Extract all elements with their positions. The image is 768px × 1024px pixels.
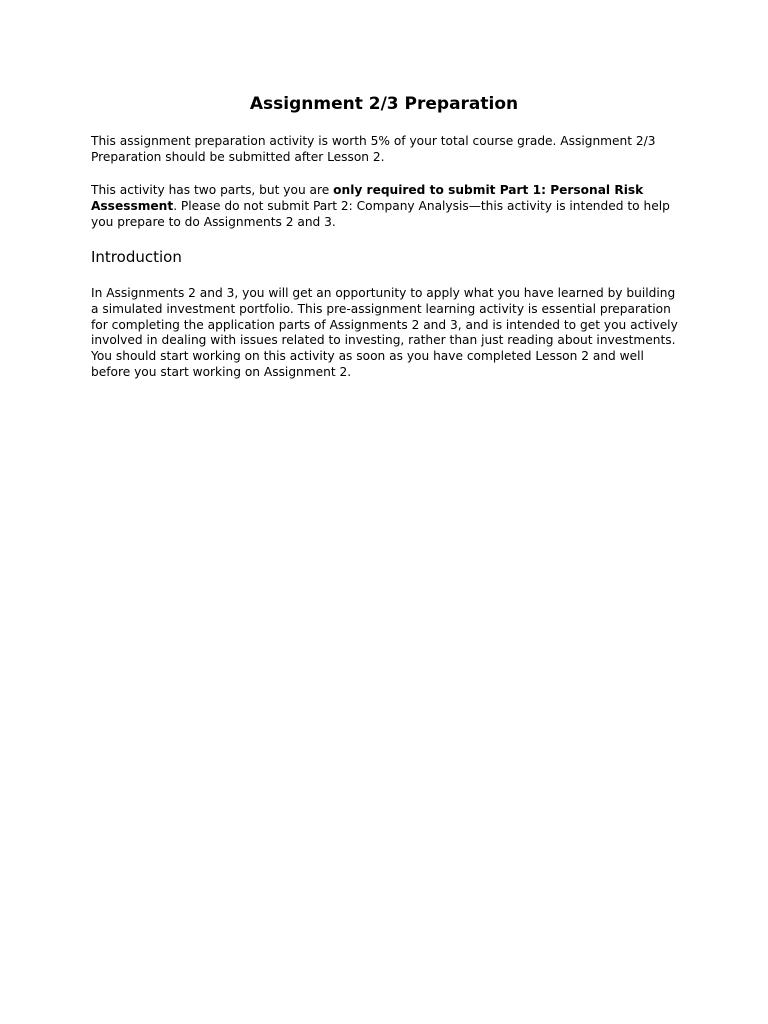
paragraph-parts-text-before: This activity has two parts, but you are	[91, 183, 334, 197]
page-title: Assignment 2/3 Preparation	[249, 94, 519, 114]
paragraph-parts-bold-text: only required to submit Part 1: Personal Risk Assessment	[91, 183, 644, 213]
paragraph-introduction: In Assignments 2 and 3, you will get an opportunity to apply what you have learned by building a simulated investment portfolio. This pre-assignment learning activity is essential preparation for completing the application parts of Assignments 2 and 3, and is intended to get you actively involved in dealing with issues related to investing, rather than just reading about investments. You should start working on this activity as soon as you have completed Lesson 2 and well before you start working on Assignment 2.	[91, 286, 678, 379]
paragraph-grade-info: This assignment preparation activity is worth 5% of your total course grade. Assignment 2/3 Preparation should be submitted after Lesson 2.	[91, 134, 656, 164]
paragraph-parts-info	[91, 183, 681, 230]
paragraph-parts-text-after: . Please do not submit Part 2: Company Analysis—this activity is intended to help you prepare to do Assignments 2 and 3.	[91, 198, 670, 229]
section-heading-introduction: Introduction	[91, 248, 182, 266]
